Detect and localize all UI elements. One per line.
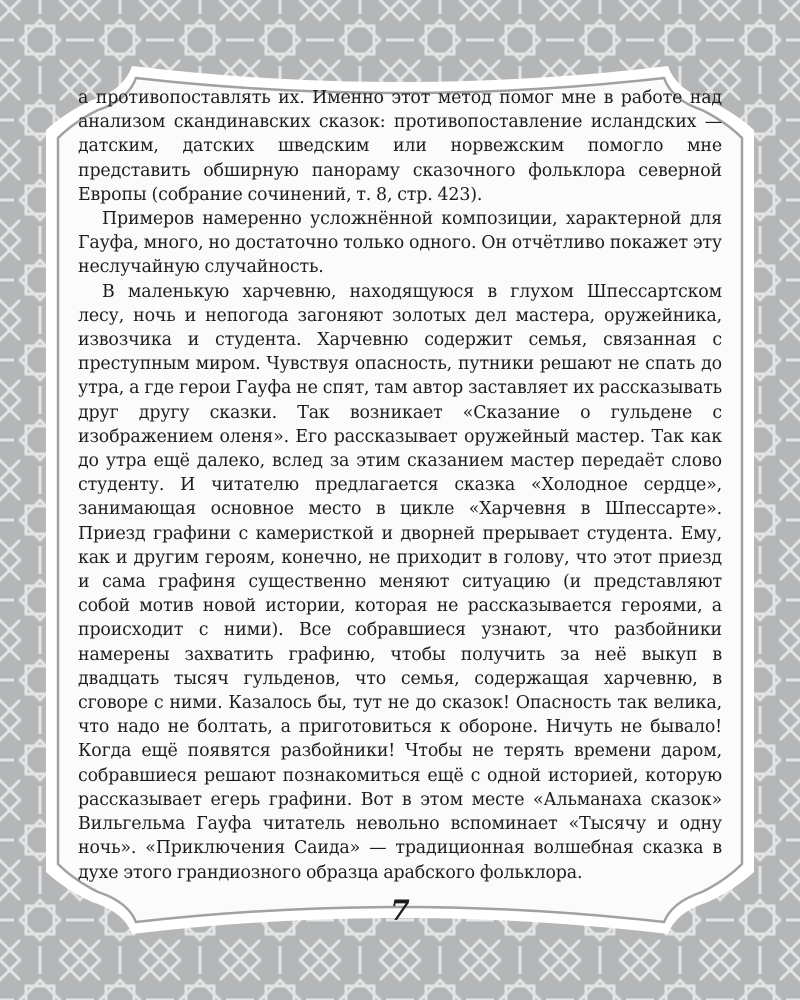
paragraph: В маленькую харчевню, находящуюся в глухом Шпессартском лесу, ночь и непогода загоняют золотых дел мастера, оружейника, извозчика и студента. Харчевню содержит семья, связанная с преступным миром. Чувствуя опасность, путники решают не спать до утра, а где герои Гауфа не спят, там автор заставляет их рассказывать друг другу сказки. Так возникает «Сказание о гульдене с изображением оленя». Его рассказывает оружейный мастер. Так как до утра ещё далеко, вслед за этим сказанием мастер передаёт слово студенту. И читателю предлагается сказка «Холодное сердце», занимающая основное место в цикле «Харчевня в Шпессарте». Приезд графини с камеристкой и дворней прерывает студента. Ему, как и другим героям, конечно, не приходит в голову, что этот приезд и сама графиня существенно меняют ситуацию (и представляют собой мотив новой истории, которая не рассказывается героями, а происходит с ними). Все собравшиеся узнают, что разбойники намерены захватить графиню, чтобы получить за неё выкуп в двадцать тысяч гульденов, что семья, содержащая харчевню, в сговоре с ними. Казалось бы, тут не до сказок! Опасность так велика, что надо не болтать, а приготовиться к обороне. Ничуть не бывало! Когда ещё появятся разбойники! Чтобы не терять времени даром, собравшиеся решают познакомиться ещё с одной историей, которую рассказывает егерь графини. Вот в этом месте «Альманаха сказок» Вильгельма Гауфа читатель невольно вспоминает «Тысячу и одну ночь». «Приключения Саида» — традиционная волшебная сказка в духе этого грандиозного образца арабского фольклора. [78, 281, 722, 883]
page-number: 7 [390, 894, 410, 927]
paragraph: а противопоставлять их. Именно этот метод помог мне в работе над анализом скандинавских сказок: противопоставление исландских — датским, датских шведским или норвежским помогло мне представить обширную панораму сказочного фольклора северной Европы (собрание сочинений, т. 8, стр. 423). [78, 88, 722, 205]
paragraph: Примеров намеренно усложнённой композиции, характерной для Гауфа, много, но достаточно только одного. Он отчётливо покажет эту неслучайную случайность. [78, 209, 722, 278]
paragraph [78, 885, 722, 886]
body-text [78, 86, 722, 886]
